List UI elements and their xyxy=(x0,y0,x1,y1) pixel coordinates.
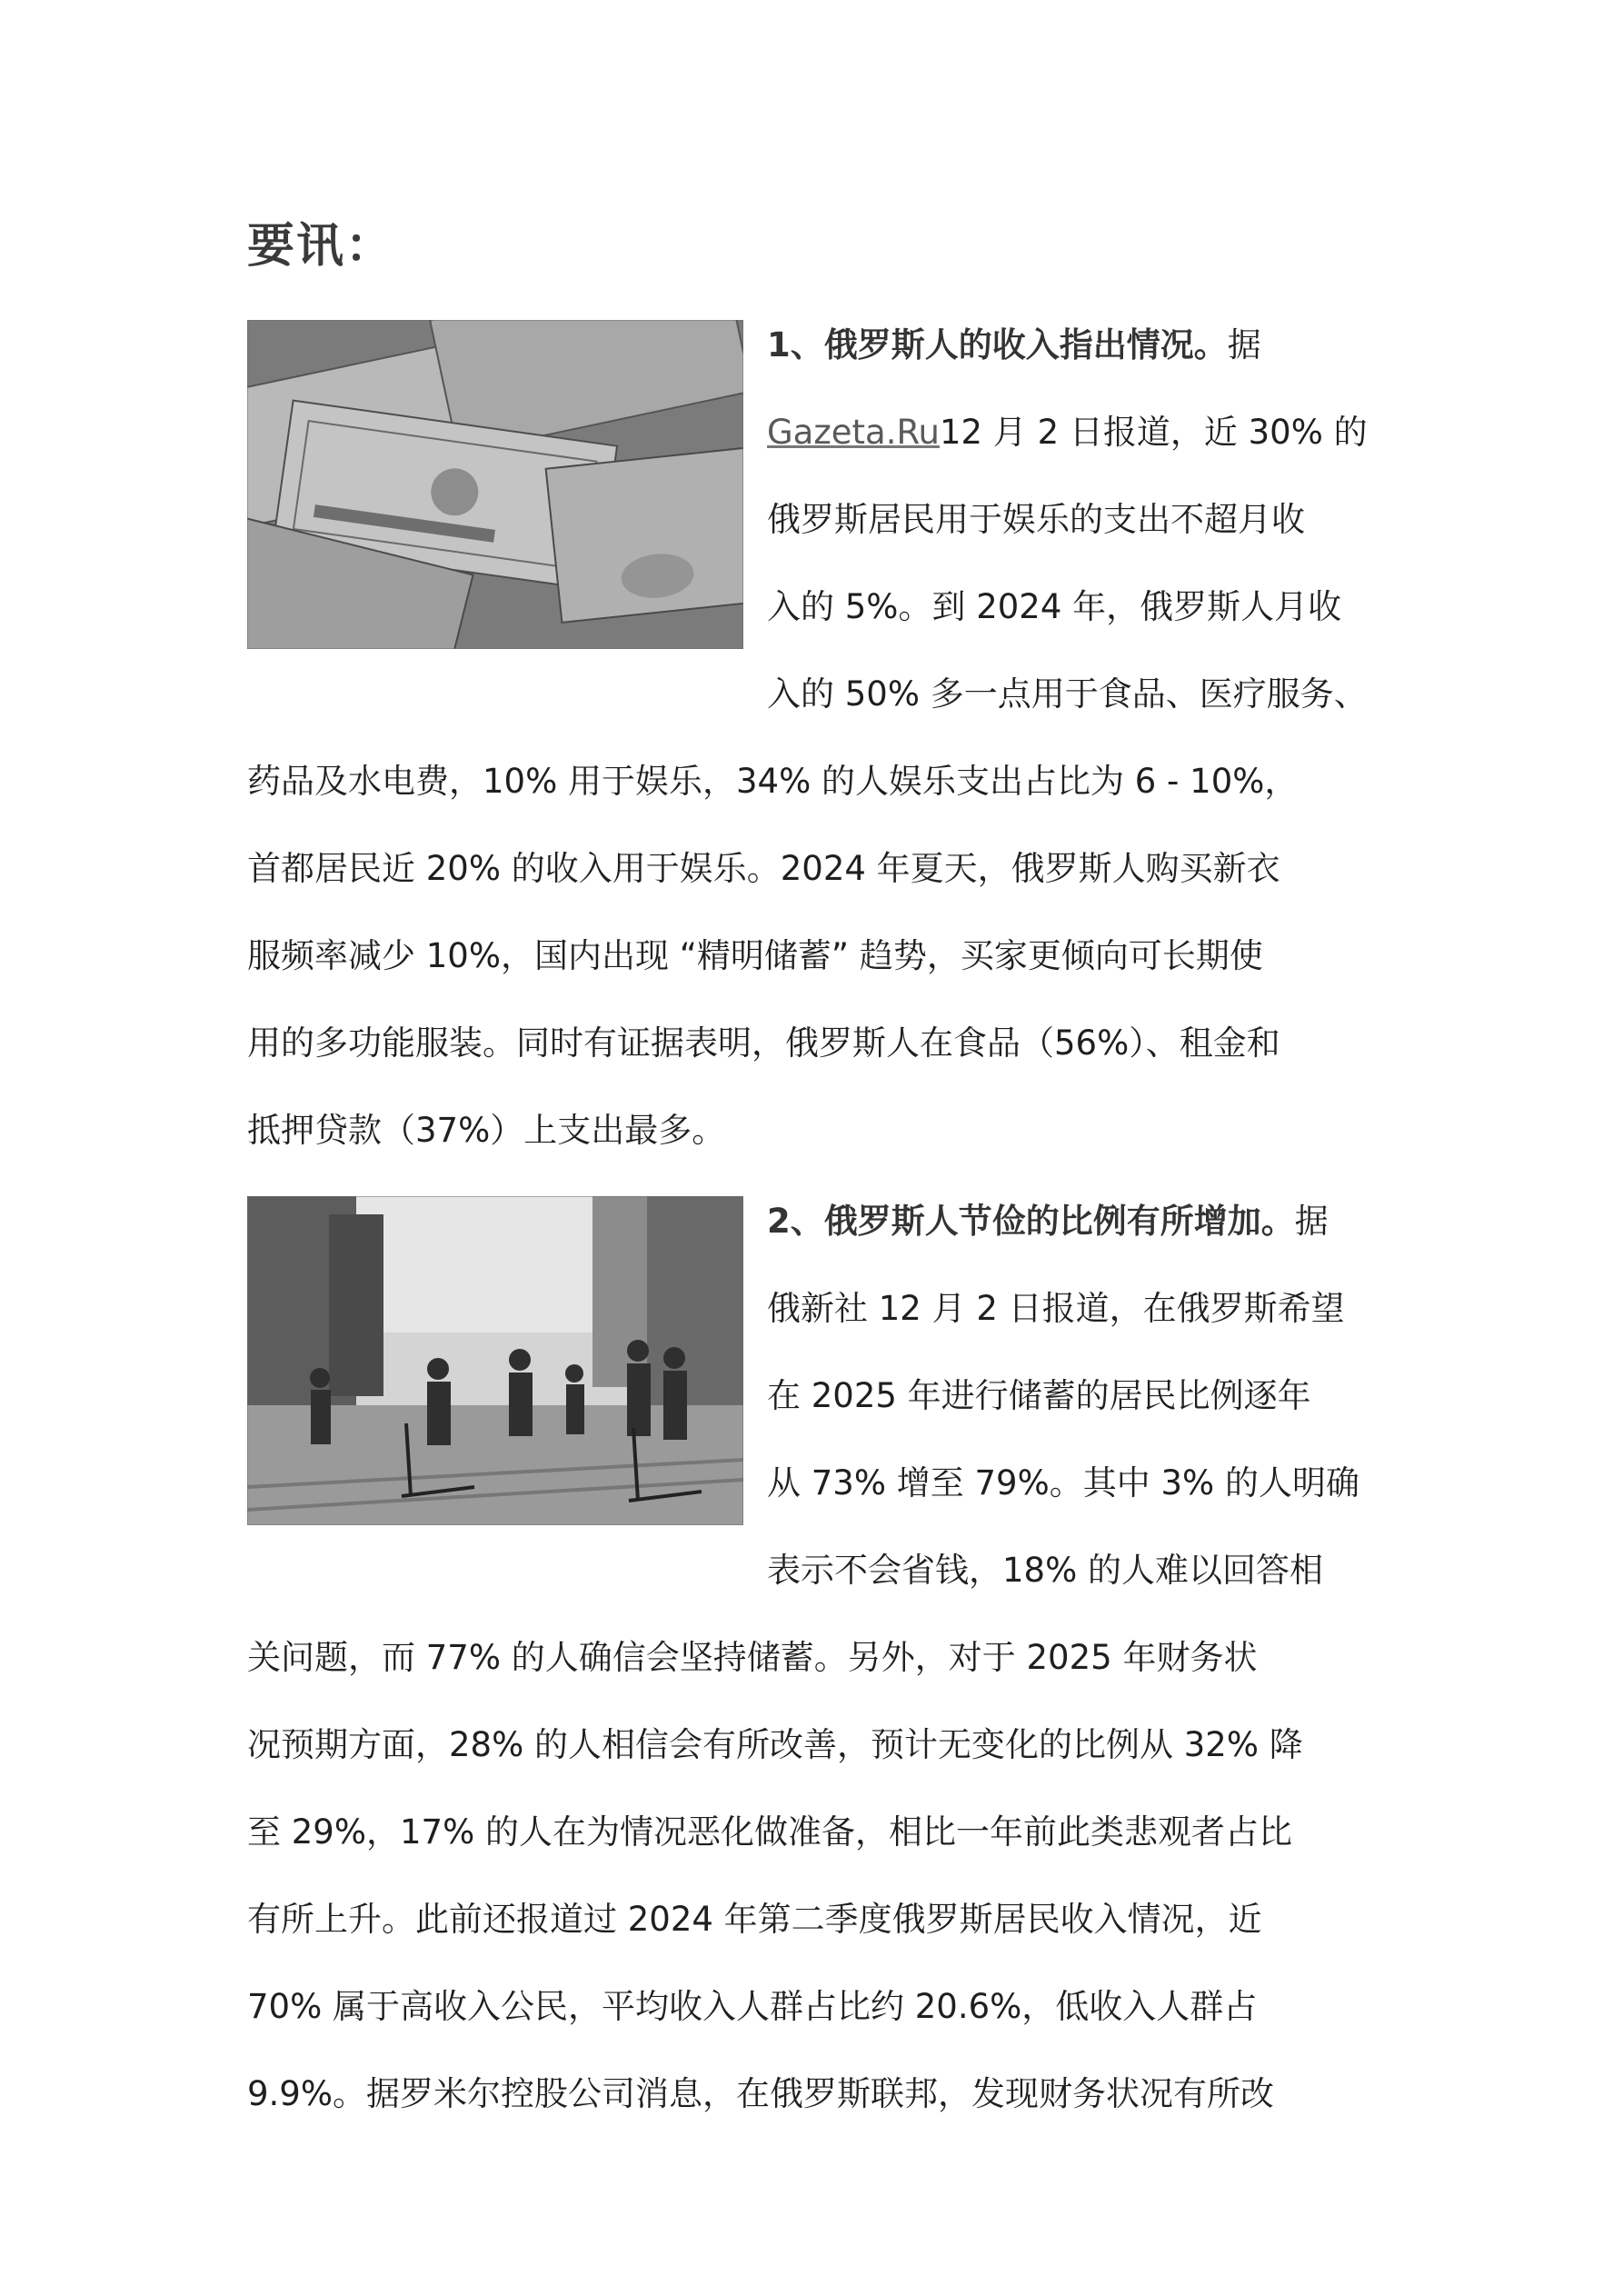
banknotes-image xyxy=(247,320,743,649)
page-heading: 要讯： xyxy=(247,219,395,274)
article-1-line: 入的 50% 多一点用于食品、医疗服务、 xyxy=(767,674,1368,714)
article-1-title: 1、俄罗斯人的收入指出情况。 xyxy=(767,325,1228,364)
banknotes-photo xyxy=(247,320,743,649)
article-1-line xyxy=(767,411,1368,454)
article-2-title-line xyxy=(767,1200,1329,1243)
article-1-line: 药品及水电费，10% 用于娱乐，34% 的人娱乐支出占比为 6 - 10%， xyxy=(247,762,1299,801)
article-1-title-line xyxy=(767,324,1261,367)
article-2-line: 表示不会省钱，18% 的人难以回答相 xyxy=(767,1551,1323,1590)
article-1-line: 用的多功能服装。同时有证据表明，俄罗斯人在食品（56%）、租金和 xyxy=(247,1023,1280,1063)
article-2-line: 俄新社 12 月 2 日报道，在俄罗斯希望 xyxy=(767,1289,1345,1328)
article-2-title-suffix: 据 xyxy=(1294,1202,1329,1241)
article-2-line: 70% 属于高收入公民，平均收入人群占比约 20.6%，低收入人群占 xyxy=(247,1987,1258,2026)
article-2-line: 有所上升。此前还报道过 2024 年第二季度俄罗斯居民收入情况，近 xyxy=(247,1900,1262,1939)
article-1-line: 服频率减少 10%，国内出现 “精明储蓄” 趋势，买家更倾向可长期使 xyxy=(247,936,1263,975)
article-2-line: 从 73% 增至 79%。其中 3% 的人明确 xyxy=(767,1463,1359,1502)
article-1-title-suffix: 据 xyxy=(1227,325,1261,364)
article-2-title: 2、俄罗斯人节俭的比例有所增加。 xyxy=(767,1202,1295,1241)
article-1-line: 俄罗斯居民用于娱乐的支出不超月收 xyxy=(767,500,1305,539)
article-1-line: 首都居民近 20% 的收入用于娱乐。2024 年夏天，俄罗斯人购买新衣 xyxy=(247,849,1280,888)
article-1-line: 抵押贷款（37%）上支出最多。 xyxy=(247,1111,726,1150)
article-2-line: 况预期方面，28% 的人相信会有所改善，预计无变化的比例从 32% 降 xyxy=(247,1725,1303,1764)
article-2-line: 在 2025 年进行储蓄的居民比例逐年 xyxy=(767,1376,1311,1415)
article-1-line: 入的 5%。到 2024 年，俄罗斯人月收 xyxy=(767,587,1342,626)
article-1-line-text: 12 月 2 日报道，近 30% 的 xyxy=(939,413,1368,452)
article-2-line: 至 29%，17% 的人在为情况恶化做准备，相比一年前此类悲观者占比 xyxy=(247,1812,1292,1852)
street-scooters-photo xyxy=(247,1196,743,1525)
gazeta-link[interactable]: Gazeta.Ru xyxy=(767,413,940,452)
article-2-line: 关问题，而 77% 的人确信会坚持储蓄。另外，对于 2025 年财务状 xyxy=(247,1638,1258,1677)
article-2-line: 9.9%。据罗米尔控股公司消息，在俄罗斯联邦，发现财务状况有所改 xyxy=(247,2074,1274,2113)
street-scooters-image xyxy=(247,1196,743,1525)
